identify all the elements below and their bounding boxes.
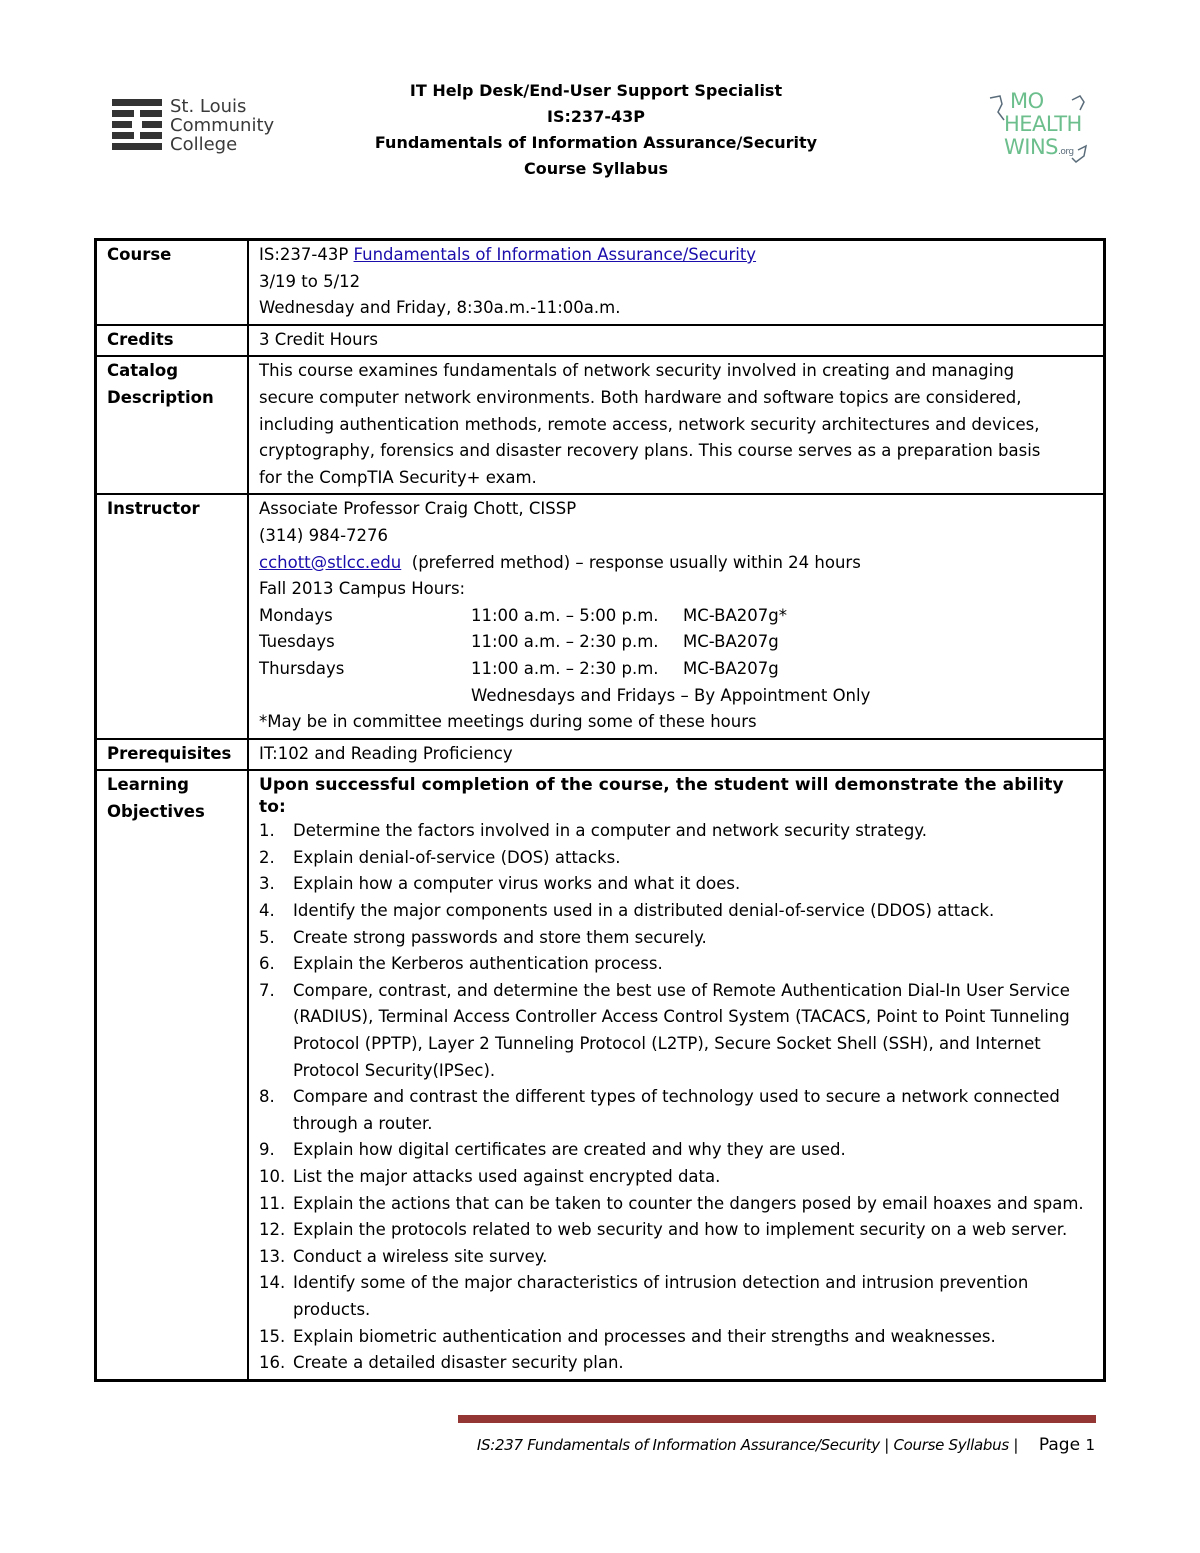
instructor-email-note: (preferred method) – response usually within 24 hours (411, 552, 861, 572)
objective-text: Identify some of the major characteristics of intrusion detection and intrusion prevention products. (293, 1273, 1029, 1319)
objective-text: Explain the actions that can be taken to counter the dangers posed by email hoaxes and spam. (293, 1193, 1084, 1213)
objective-text: Explain the protocols related to web security and how to implement security on a web server. (293, 1220, 1068, 1240)
objective-item (259, 1217, 1095, 1244)
catalog-line: This course examines fundamentals of network security involved in creating and managing (259, 361, 1015, 381)
page-footer (455, 1433, 1095, 1457)
objective-number: 14. (259, 1273, 286, 1293)
prereq-row (96, 739, 1105, 771)
objective-text: Explain denial-of-service (DOS) attacks. (293, 847, 621, 867)
objective-item (259, 871, 1095, 898)
objective-item (259, 1137, 1095, 1164)
objective-number: 12. (259, 1220, 286, 1240)
objective-text: Create strong passwords and store them securely. (293, 927, 707, 947)
course-code-title: IS:237-43P (547, 107, 645, 126)
schedule-row (259, 656, 1095, 683)
objective-item (259, 845, 1095, 872)
stlcc-logo-text (170, 97, 274, 154)
course-dates: 3/19 to 5/12 (259, 271, 361, 291)
course-code-line (259, 242, 1095, 269)
footer-rule (458, 1415, 1096, 1423)
objective-text: List the major attacks used against encrypted data. (293, 1167, 721, 1186)
instructor-email-link[interactable]: cchott@stlcc.edu (259, 552, 402, 572)
objectives-label-line: Learning (107, 775, 189, 795)
schedule-day: Tuesdays (259, 632, 335, 652)
objective-text: Explain the Kerberos authentication process. (293, 954, 663, 974)
stlcc-logo-line: Community (170, 115, 275, 136)
objective-number: 2. (259, 847, 275, 867)
objective-item (259, 1191, 1095, 1218)
mohealthwins-logo-line-3 (1004, 136, 1082, 164)
objective-text: Conduct a wireless site survey. (293, 1246, 548, 1266)
program-title: IT Help Desk/End-User Support Specialist (409, 81, 783, 100)
objectives-row (96, 770, 1105, 1380)
objective-item (259, 898, 1095, 925)
schedule-time: 11:00 a.m. – 2:30 p.m. (471, 632, 659, 652)
objective-item (259, 1324, 1095, 1351)
campus-hours-title: Fall 2013 Campus Hours: (259, 579, 466, 599)
page-number: 1 (1085, 1436, 1095, 1454)
catalog-line: for the CompTIA Security+ exam. (259, 467, 537, 487)
objective-item (259, 1270, 1095, 1323)
objective-number: 10. (259, 1167, 286, 1186)
catalog-description (248, 356, 1105, 494)
mohealthwins-logo-suffix: .org (1058, 147, 1074, 157)
footer-text: IS:237 Fundamentals of Information Assurance/Security | Course Syllabus | (476, 1436, 1019, 1454)
schedule-room: MC-BA207g (683, 632, 779, 652)
objectives-value (248, 770, 1105, 1380)
committee-note: *May be in committee meetings during some of these hours (259, 712, 757, 732)
objective-item (259, 818, 1095, 845)
schedule-day: Thursdays (259, 658, 345, 678)
objective-text: Compare and contrast the different types of technology used to secure a network connected through a router. (293, 1087, 1060, 1133)
objectives-intro: Upon successful completion of the course, the student will demonstrate the ability to: (259, 775, 1064, 818)
objective-number: 3. (259, 874, 275, 894)
objective-item (259, 925, 1095, 952)
prereq-label: Prerequisites (96, 739, 249, 771)
objective-text: Explain biometric authentication and processes and their strengths and weaknesses. (293, 1326, 996, 1346)
catalog-label-line: Description (107, 387, 214, 407)
objective-number: 9. (259, 1140, 275, 1160)
instructor-name: Associate Professor Craig Chott, CISSP (259, 499, 577, 519)
objective-item (259, 1164, 1095, 1191)
catalog-label (96, 356, 249, 494)
objective-number: 4. (259, 901, 275, 921)
schedule-room: MC-BA207g* (683, 605, 787, 625)
objective-item (259, 1244, 1095, 1271)
objective-text: Identify the major components used in a distributed denial-of-service (DDOS) attack. (293, 901, 995, 921)
objective-text: Explain how a computer virus works and what it does. (293, 874, 741, 894)
objective-number: 15. (259, 1326, 286, 1346)
objective-number: 5. (259, 927, 275, 947)
stlcc-logo-line: St. Louis (170, 96, 247, 117)
credits-row (96, 325, 1105, 357)
schedule-room: MC-BA207g (683, 658, 779, 678)
objective-number: 7. (259, 980, 275, 1000)
objective-text: Explain how digital certificates are created and why they are used. (293, 1140, 846, 1160)
course-time: Wednesday and Friday, 8:30a.m.-11:00a.m. (259, 298, 621, 318)
mohealthwins-logo-line: MO (1010, 89, 1044, 113)
course-row (96, 240, 1105, 325)
catalog-label-line: Catalog (107, 361, 179, 381)
instructor-value (248, 494, 1105, 738)
mohealthwins-logo-text (1004, 90, 1082, 164)
catalog-line: secure computer network environments. Both hardware and software topics are considered, (259, 387, 1022, 407)
stlcc-logo-line: College (170, 134, 238, 155)
mohealthwins-logo-wins: WINS (1004, 135, 1058, 159)
objectives-list (259, 818, 1095, 1376)
page-header (0, 0, 1200, 200)
schedule-time: 11:00 a.m. – 5:00 p.m. (471, 605, 659, 625)
stlcc-logo (112, 97, 282, 155)
objective-item (259, 1084, 1095, 1137)
catalog-line: cryptography, forensics and disaster recovery plans. This course serves as a preparation basis (259, 441, 1041, 461)
objective-text: Compare, contrast, and determine the best use of Remote Authentication Dial-In User Service (RADIUS), Terminal Access Controller Access Control System (TACACS, Point to Point Tunneling Protocol (PPTP), Layer 2 Tunneling Protocol (L2TP), Secure Socket Shell (SSH), and Internet Protocol Security(IPSec). (293, 980, 1070, 1080)
objective-number: 16. (259, 1353, 286, 1373)
syllabus-table (94, 238, 1106, 1382)
document-title-block (300, 78, 892, 182)
page-label (1039, 1435, 1095, 1455)
objective-number: 11. (259, 1193, 286, 1213)
course-name-title: Fundamentals of Information Assurance/Security (374, 133, 818, 152)
course-name-link[interactable]: Fundamentals of Information Assurance/Security (353, 245, 757, 264)
objective-number: 13. (259, 1246, 286, 1266)
catalog-row (96, 356, 1105, 494)
syllabus-title: Course Syllabus (523, 159, 669, 178)
prereq-value: IT:102 and Reading Proficiency (248, 739, 1105, 771)
appointment-note: Wednesdays and Fridays – By Appointment Only (471, 685, 871, 705)
catalog-line: including authentication methods, remote access, network security architectures and devices, (259, 414, 1040, 434)
instructor-label: Instructor (96, 494, 249, 738)
objective-number: 6. (259, 954, 275, 974)
schedule-time: 11:00 a.m. – 2:30 p.m. (471, 658, 659, 678)
objective-item (259, 951, 1095, 978)
stlcc-logo-mark-icon (112, 97, 162, 152)
instructor-email-line (259, 550, 1095, 577)
instructor-row (96, 494, 1105, 738)
course-value (248, 240, 1105, 325)
objective-text: Determine the factors involved in a computer and network security strategy. (293, 821, 927, 841)
objective-item (259, 1350, 1095, 1377)
schedule-day: Mondays (259, 605, 333, 625)
mohealthwins-logo (988, 90, 1098, 166)
page-label-text: Page (1038, 1435, 1081, 1455)
credits-label: Credits (96, 325, 249, 357)
objective-number: 8. (259, 1087, 275, 1107)
course-code: IS:237-43P (259, 245, 349, 264)
mohealthwins-logo-line: HEALTH (1004, 112, 1082, 136)
course-label: Course (96, 240, 249, 325)
instructor-phone: (314) 984-7276 (259, 525, 389, 545)
objective-text: Create a detailed disaster security plan. (293, 1353, 624, 1373)
schedule-row (259, 603, 1095, 630)
objective-item (259, 978, 1095, 1084)
objective-number: 1. (259, 821, 275, 841)
objectives-label (96, 770, 249, 1380)
credits-value: 3 Credit Hours (248, 325, 1105, 357)
objectives-label-line: Objectives (107, 801, 205, 821)
schedule-row (259, 629, 1095, 656)
